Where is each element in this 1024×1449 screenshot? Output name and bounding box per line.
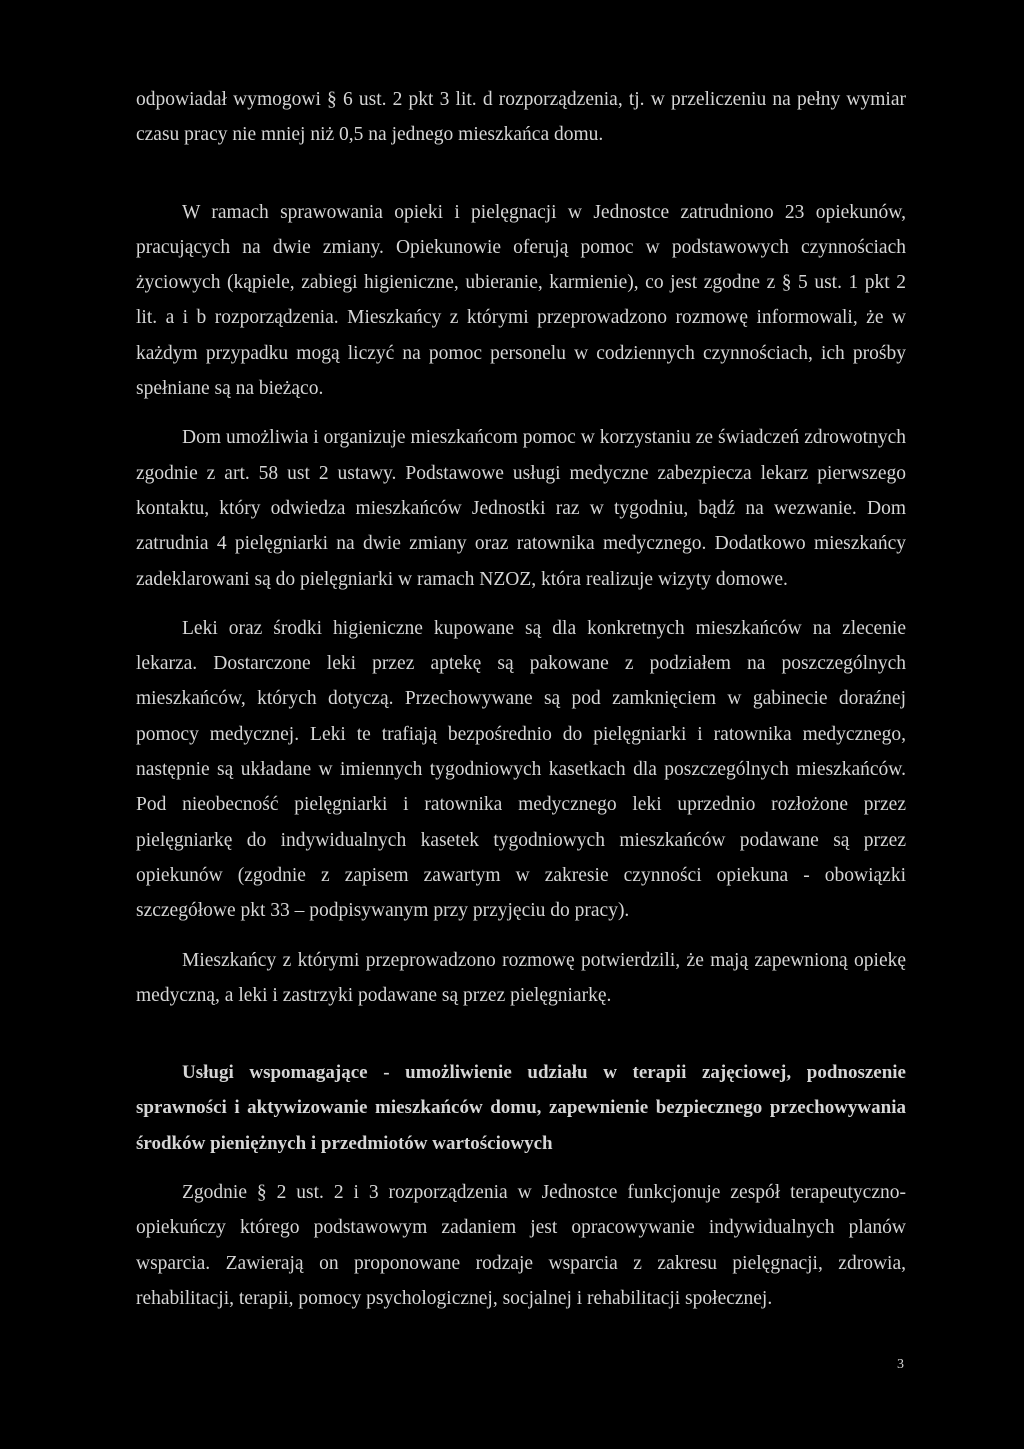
paragraph-health-services: Dom umożliwia i organizuje mieszkańcom pomoc w korzystaniu ze świadczeń zdrowotnych zgodnie z art. 58 ust 2 ustawy. Podstawowe usługi medyczne zabezpiecza lekarz pierwszego kontaktu, który odwiedza mieszkańców Jednostki raz w tygodniu, bądź na wezwanie. Dom zatrudnia 4 pielęgniarki na dwie zmiany oraz ratownika medycznego. Dodatkowo mieszkańcy zadeklarowani są do pielęgniarki w ramach NZOZ, która realizuje wizyty domowe. <box>136 427 906 590</box>
paragraph-medications: Leki oraz środki higieniczne kupowane są dla konkretnych mieszkańców na zlecenie lekarza. Dostarczone leki przez aptekę są pakowane z podziałem na poszczególnych mieszkańców, których dotyczą. Przechowywane są pod zamknięciem w gabinecie doraźnej pomocy medycznej. Leki te trafiają bezpośrednio do pielęgniarki i ratownika medycznego, następnie są układane w imiennych tygodniowych kasetkach dla poszczególnych mieszkańców. Pod nieobecność pielęgniarki i ratownika medycznego leki uprzednio rozłożone przez pielęgniarkę do indywidualnych kasetek tygodniowych mieszkańców podawane są przez opiekunów (zgodnie z zapisem zawartym w zakresie czynności opiekuna - obowiązki szczegółowe pkt 33 – podpisywanym przy przyjęciu do pracy). <box>136 617 906 922</box>
paragraph-resident-confirmation: Mieszkańcy z którymi przeprowadzono rozmowę potwierdzili, że mają zapewnioną opiekę medyczną, a leki i zastrzyki podawane są przez pielęgniarkę. <box>136 949 906 1006</box>
document-page <box>136 82 906 1316</box>
section-heading: Usługi wspomagające - umożliwienie udziału w terapii zajęciowej, podnoszenie sprawności i aktywizowanie mieszkańców domu, zapewnienie bezpiecznego przechowywania środków pieniężnych i przedmiotów wartościowych <box>136 1062 906 1154</box>
paragraph-care-staff: W ramach sprawowania opieki i pielęgnacji w Jednostce zatrudniono 23 opiekunów, pracujących na dwie zmiany. Opiekunowie oferują pomoc w podstawowych czynnościach życiowych (kąpiele, zabiegi higieniczne, ubieranie, karmienie), co jest zgodne z § 5 ust. 1 pkt 2 lit. a i b rozporządzenia. Mieszkańcy z którymi przeprowadzono rozmowę informowali, że w każdym przypadku mogą liczyć na pomoc personelu w codziennych czynnościach, ich prośby spełniane są na bieżąco. <box>136 201 906 400</box>
page-number: 3 <box>897 1357 904 1372</box>
paragraph-therapeutic-team: Zgodnie § 2 ust. 2 i 3 rozporządzenia w Jednostce funkcjonuje zespół terapeutyczno-opiekuńczy którego podstawowym zadaniem jest opracowywanie indywidualnych planów wsparcia. Zawierają on proponowane rodzaje wsparcia z zakresu pielęgnacji, zdrowia, rehabilitacji, terapii, pomocy psychologicznej, socjalnej i rehabilitacji społecznej. <box>136 1182 906 1309</box>
paragraph-staffing-requirement: odpowiadał wymogowi § 6 ust. 2 pkt 3 lit. d rozporządzenia, tj. w przeliczeniu na pełny wymiar czasu pracy nie mniej niż 0,5 na jednego mieszkańca domu. <box>136 89 906 146</box>
